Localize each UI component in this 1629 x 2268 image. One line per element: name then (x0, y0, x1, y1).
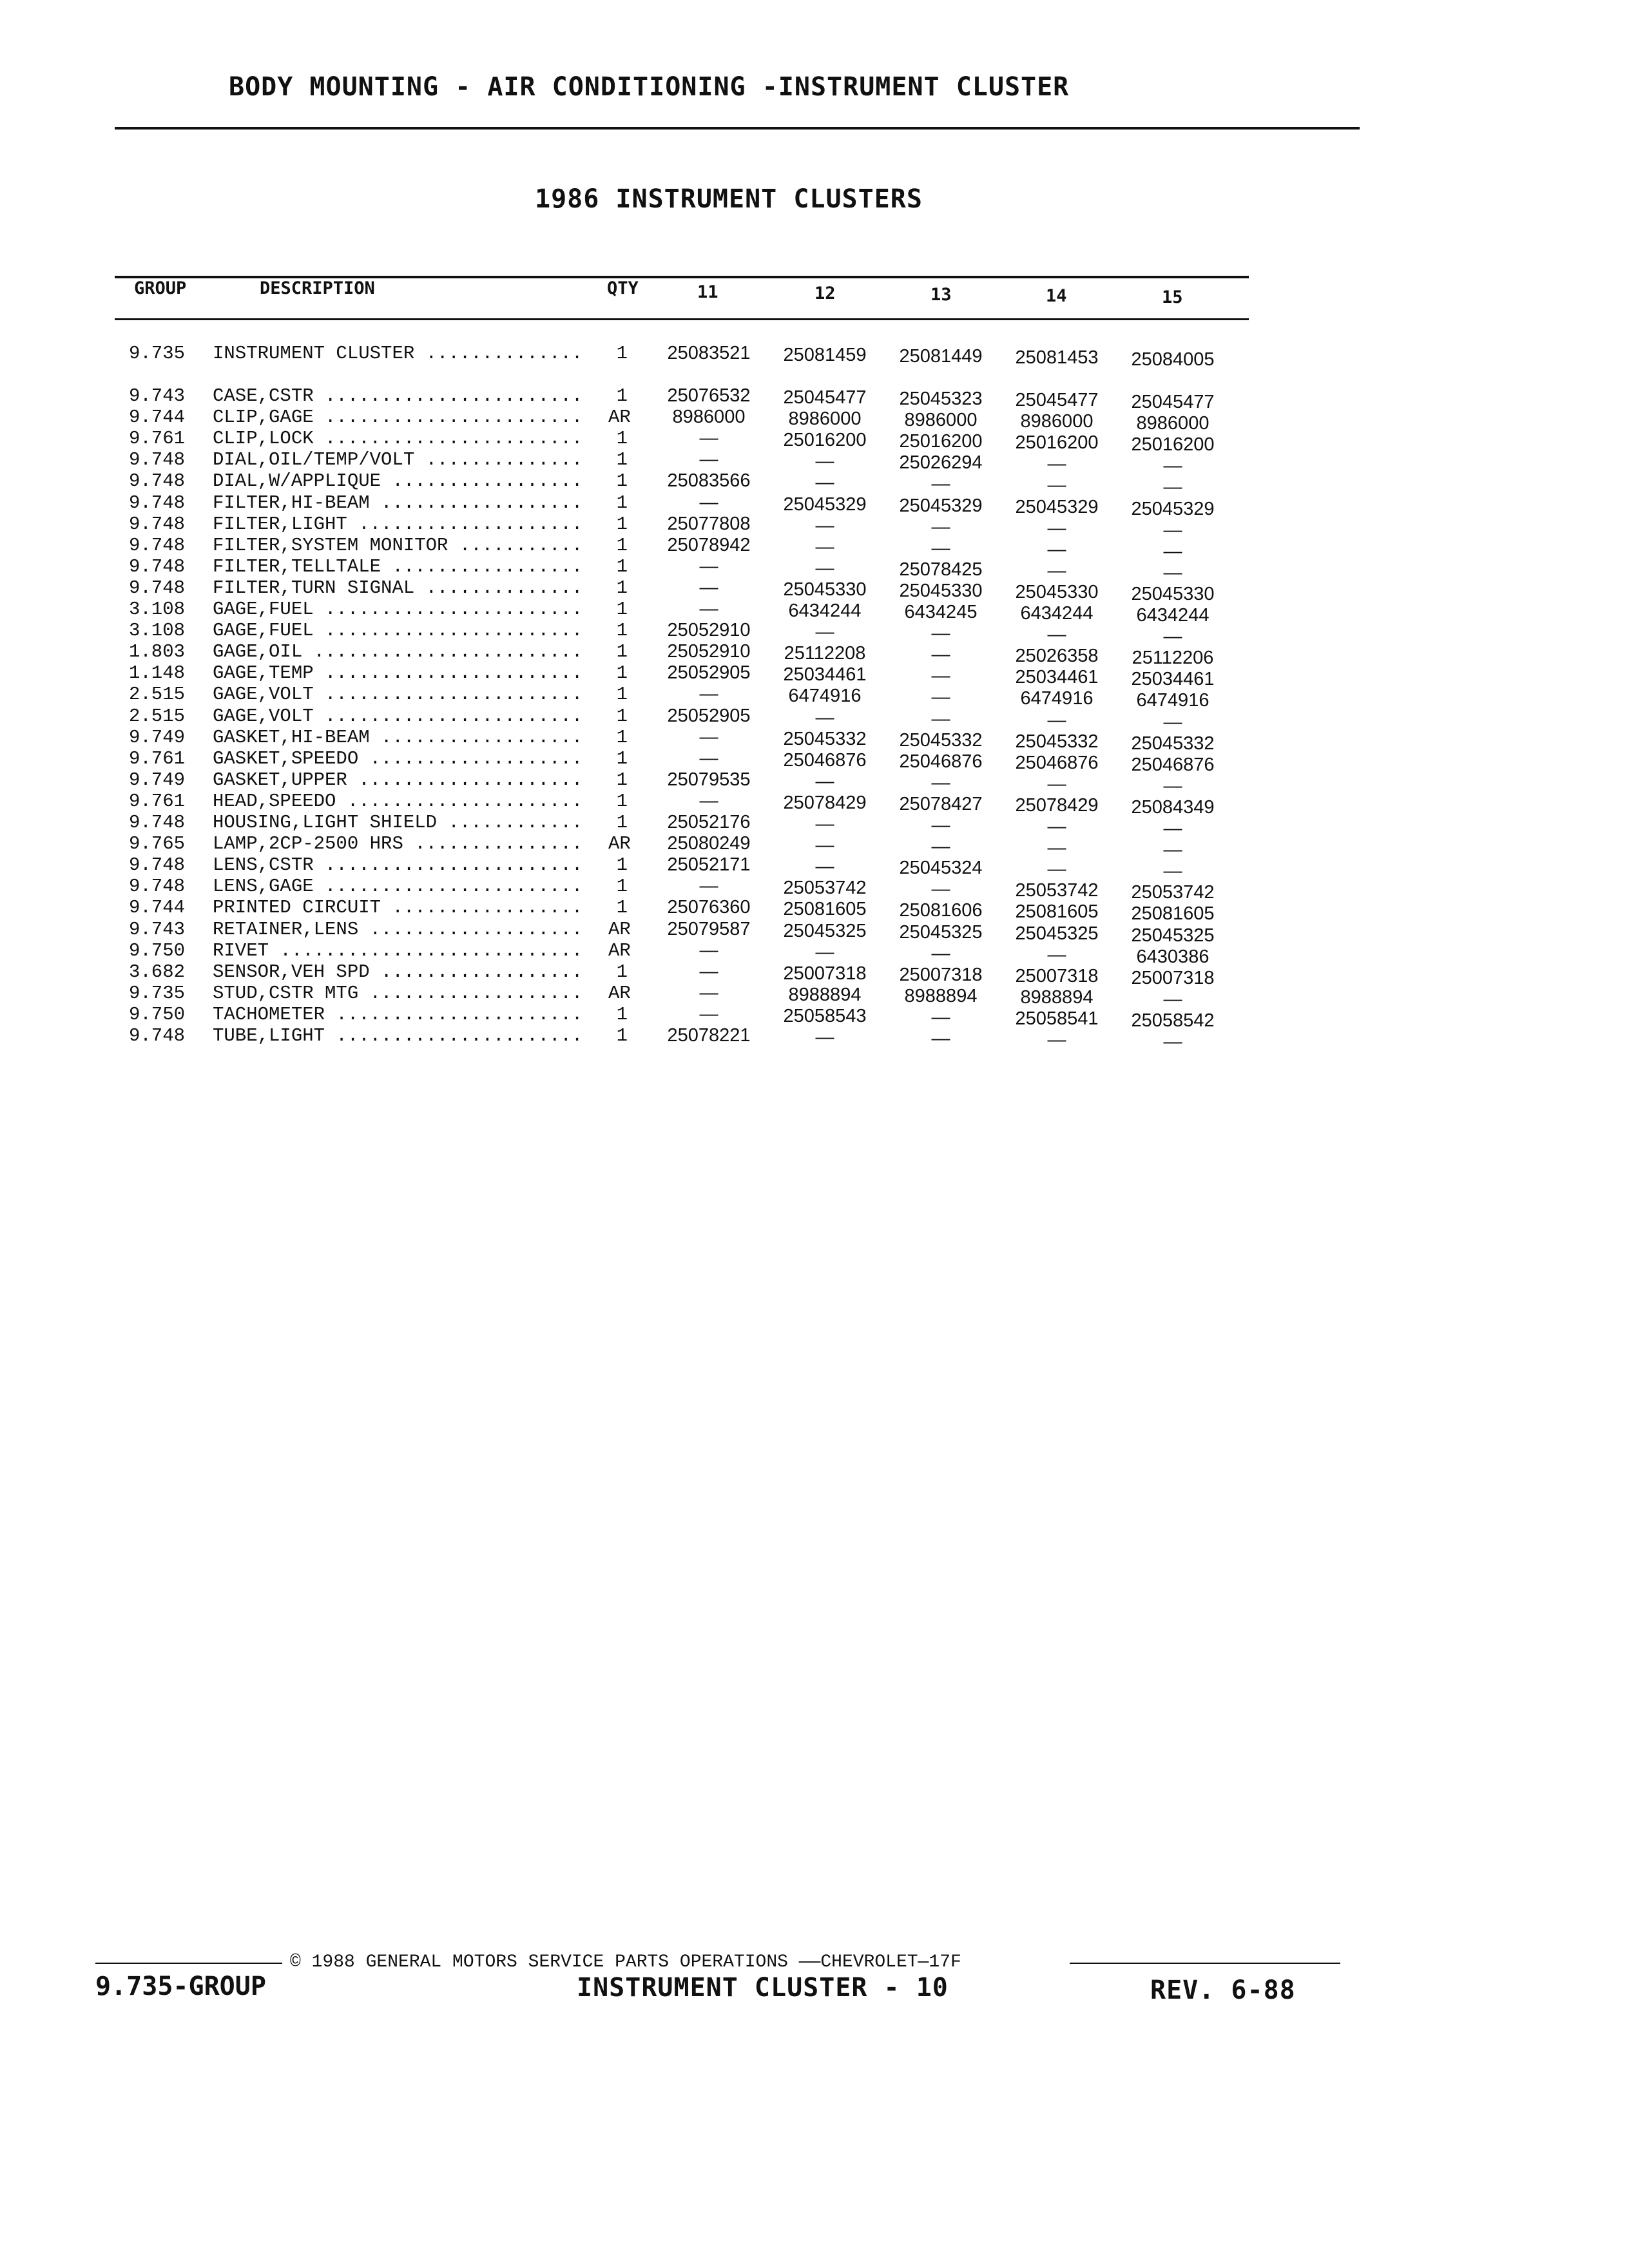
part-number-col-15: 25112206 (1132, 648, 1214, 669)
row-description: GASKET,HI-BEAM .................. (213, 726, 583, 748)
part-number-col-14: 25046876 (1015, 752, 1099, 773)
part-number-col-13: — (931, 943, 950, 964)
part-number-col-11: — (699, 449, 718, 470)
row-group: 9.743 (129, 385, 186, 407)
part-number-col-12: 25007318 (783, 963, 867, 984)
row-description: GAGE,OIL ........................ (213, 641, 583, 663)
part-number-col-15: — (1163, 711, 1182, 733)
part-number-col-12: — (815, 814, 834, 834)
part-number-col-12: 25016200 (783, 430, 867, 451)
part-number-col-15: 25045332 (1131, 733, 1215, 754)
part-number-col-14: 25058541 (1015, 1008, 1099, 1029)
part-number-col-15: — (1163, 477, 1182, 498)
row-qty: AR (608, 918, 631, 940)
part-number-col-13: — (931, 772, 950, 793)
part-number-col-14: — (1047, 517, 1066, 539)
part-number-col-11: — (699, 939, 718, 961)
part-number-col-11: 25083521 (667, 343, 751, 363)
part-number-col-12: 25046876 (783, 749, 867, 771)
row-group: 3.108 (129, 620, 186, 642)
part-number-col-14: 25007318 (1015, 965, 1099, 986)
part-number-col-12: 8988894 (788, 984, 862, 1005)
part-number-col-12: 25058543 (783, 1005, 867, 1026)
part-number-col-15: 25084005 (1131, 349, 1215, 370)
part-number-col-14: — (1047, 816, 1066, 837)
row-group: 9.743 (129, 918, 186, 940)
row-description: FILTER,TURN SIGNAL .............. (213, 577, 583, 599)
part-number-col-13: 25045330 (899, 580, 983, 601)
row-description: PRINTED CIRCUIT ................. (213, 897, 583, 919)
part-number-col-15: — (1163, 519, 1182, 541)
part-number-col-12: — (815, 557, 834, 579)
row-qty: 1 (616, 705, 628, 727)
row-group: 3.108 (129, 599, 186, 620)
part-number-col-14: 8988894 (1020, 986, 1094, 1008)
part-number-col-13: 25026294 (899, 452, 983, 474)
row-qty: 1 (616, 726, 628, 748)
row-group: 9.735 (129, 982, 186, 1004)
part-number-col-14: — (1047, 560, 1066, 581)
part-number-col-12: — (815, 536, 834, 557)
part-number-col-13: — (931, 666, 950, 687)
row-description: RETAINER,LENS ................... (213, 918, 583, 940)
part-number-col-13: — (931, 687, 950, 708)
part-number-col-15: 25058542 (1131, 1010, 1215, 1031)
part-number-col-13: 25081606 (899, 900, 983, 921)
part-number-col-13: 25078427 (899, 793, 983, 814)
footer-rule-right (1070, 1963, 1340, 1964)
part-number-col-15: 8986000 (1136, 413, 1210, 434)
part-number-col-11: 25052171 (667, 854, 751, 876)
part-number-col-14: — (1047, 773, 1066, 794)
footer-revision: REV. 6-88 (1150, 1975, 1296, 2005)
row-qty: 1 (616, 897, 628, 919)
part-number-col-15: — (1163, 626, 1182, 648)
part-number-col-12: 25081605 (783, 899, 867, 920)
part-number-col-12: — (815, 771, 834, 792)
row-group: 9.748 (129, 555, 186, 577)
part-number-col-15: — (1163, 840, 1182, 861)
part-number-col-12: 6474916 (788, 686, 862, 707)
row-group: 1.148 (129, 662, 186, 684)
part-number-col-12: — (815, 941, 834, 963)
row-group: 1.803 (129, 641, 186, 663)
part-number-col-15: 25016200 (1131, 434, 1215, 456)
column-header-15: 15 (1162, 287, 1183, 307)
part-number-col-12: — (815, 707, 834, 728)
part-number-col-14: 25045325 (1015, 923, 1099, 944)
part-number-col-12: — (815, 622, 834, 643)
row-group: 9.750 (129, 1003, 186, 1025)
row-description: INSTRUMENT CLUSTER .............. (213, 343, 583, 364)
part-number-col-13: — (931, 644, 950, 666)
part-number-col-15: 6474916 (1136, 690, 1210, 711)
part-number-col-15: 25045477 (1131, 392, 1215, 412)
row-group: 9.748 (129, 854, 186, 876)
row-group: 9.749 (129, 726, 186, 748)
row-qty: AR (608, 982, 631, 1004)
row-description: HOUSING,LIGHT SHIELD ............ (213, 812, 583, 833)
part-number-col-14: 25045332 (1015, 731, 1099, 752)
row-description: TUBE,LIGHT ...................... (213, 1025, 583, 1046)
row-qty: 1 (616, 641, 628, 663)
row-description: STUD,CSTR MTG ................... (213, 982, 583, 1004)
part-number-col-11: 25078221 (667, 1025, 751, 1046)
row-qty: AR (608, 939, 631, 961)
part-number-col-15: — (1163, 988, 1182, 1010)
footer-copyright: © 1988 GENERAL MOTORS SERVICE PARTS OPERATIONS ——CHEVROLET—17F (290, 1952, 961, 1972)
part-number-col-11: 25076532 (667, 385, 751, 406)
row-qty: 1 (616, 812, 628, 833)
part-number-col-11: 25083566 (667, 470, 751, 492)
row-description: RIVET ........................... (213, 939, 583, 961)
part-number-col-13: — (931, 1006, 950, 1028)
row-group: 9.748 (129, 492, 186, 514)
row-description: SENSOR,VEH SPD .................. (213, 961, 583, 983)
row-qty: 1 (616, 961, 628, 983)
part-number-col-12: 6434244 (788, 601, 862, 621)
row-group: 2.515 (129, 705, 186, 727)
part-number-col-13: — (931, 708, 950, 729)
part-number-col-14: — (1047, 475, 1066, 496)
part-number-col-15: — (1163, 456, 1182, 477)
part-number-col-14: — (1047, 454, 1066, 475)
part-number-col-15: 25045329 (1131, 498, 1215, 519)
column-header-qty: QTY (607, 278, 639, 298)
part-number-col-12: 25045332 (783, 728, 867, 749)
part-number-col-11: 25079587 (667, 918, 751, 939)
row-description: CLIP,GAGE ....................... (213, 407, 583, 428)
part-number-col-13: 25045332 (899, 729, 983, 751)
part-number-col-14: — (1047, 1030, 1066, 1050)
part-number-col-13: 25045323 (899, 389, 983, 409)
row-group: 9.761 (129, 428, 186, 450)
row-description: LENS,CSTR ....................... (213, 854, 583, 876)
row-qty: 1 (616, 470, 628, 492)
row-group: 9.748 (129, 534, 186, 556)
row-description: GAGE,VOLT ....................... (213, 705, 583, 727)
part-number-col-11: 25052910 (667, 620, 751, 641)
part-number-col-13: — (931, 1028, 950, 1049)
page-header-title: BODY MOUNTING - AIR CONDITIONING -INSTRUMENT CLUSTER (229, 72, 1070, 102)
part-number-col-14: 6434244 (1020, 603, 1094, 624)
part-number-col-11: — (699, 428, 718, 449)
part-number-col-11: 25052905 (667, 662, 751, 684)
row-description: FILTER,TELLTALE ................. (213, 555, 583, 577)
part-number-col-11: 8986000 (672, 407, 746, 428)
part-number-col-15: 25053742 (1131, 882, 1215, 903)
row-qty: AR (608, 407, 631, 428)
row-qty: 1 (616, 854, 628, 876)
part-number-col-13: 25078425 (899, 559, 983, 580)
part-number-col-13: — (931, 537, 950, 559)
row-group: 3.682 (129, 961, 186, 983)
part-number-col-15: 25081605 (1131, 903, 1215, 925)
part-number-col-12: 25034461 (783, 664, 867, 686)
part-number-col-15: — (1163, 861, 1182, 882)
part-number-col-11: — (699, 982, 718, 1003)
part-number-col-11: — (699, 555, 718, 577)
row-description: CASE,CSTR ....................... (213, 385, 583, 407)
part-number-col-11: — (699, 726, 718, 747)
footer-group-label: 9.735-GROUP (95, 1972, 266, 2001)
column-header-group: GROUP (134, 278, 187, 298)
part-number-col-11: 25077808 (667, 513, 751, 534)
part-number-col-15: 25084349 (1131, 796, 1215, 818)
row-qty: 1 (616, 555, 628, 577)
part-number-col-13: 25045325 (899, 921, 983, 943)
part-number-col-15: 25007318 (1131, 967, 1215, 988)
part-number-col-12: — (815, 472, 834, 494)
part-number-col-13: 8986000 (904, 410, 978, 431)
part-number-col-12: 25045329 (783, 494, 867, 515)
part-number-col-14: — (1047, 539, 1066, 560)
row-description: HEAD,SPEEDO ..................... (213, 790, 583, 812)
part-number-col-13: 25045329 (899, 495, 983, 516)
column-header-11: 11 (697, 282, 718, 302)
part-number-col-13: — (931, 516, 950, 537)
part-number-col-11: — (699, 492, 718, 513)
part-number-col-12: 8986000 (788, 408, 862, 430)
part-number-col-14: — (1047, 838, 1066, 859)
part-number-col-14: 25081453 (1015, 347, 1099, 368)
row-qty: AR (608, 833, 631, 855)
row-group: 9.750 (129, 939, 186, 961)
row-description: DIAL,OIL/TEMP/VOLT .............. (213, 449, 583, 471)
part-number-col-11: — (699, 747, 718, 769)
part-number-col-15: — (1163, 541, 1182, 562)
row-qty: 1 (616, 790, 628, 812)
part-number-col-11: — (699, 961, 718, 982)
row-qty: 1 (616, 599, 628, 620)
part-number-col-14: — (1047, 624, 1066, 646)
part-number-col-13: 25007318 (899, 964, 983, 985)
row-description: GAGE,FUEL ....................... (213, 620, 583, 642)
part-number-col-12: 25045477 (783, 387, 867, 408)
part-number-col-14: 25026358 (1015, 646, 1099, 667)
part-number-col-14: — (1047, 944, 1066, 965)
part-number-col-14: 25081605 (1015, 901, 1099, 923)
row-group: 9.748 (129, 1025, 186, 1046)
part-number-col-11: — (699, 684, 718, 705)
part-number-col-15: 25045330 (1131, 583, 1215, 604)
part-number-col-11: — (699, 790, 718, 811)
row-description: LAMP,2CP-2500 HRS ............... (213, 833, 583, 855)
part-number-col-11: 25078942 (667, 534, 751, 555)
part-number-col-13: 25046876 (899, 751, 983, 772)
row-qty: 1 (616, 876, 628, 898)
part-number-col-13: 6434245 (904, 602, 978, 622)
part-number-col-11: 25080249 (667, 833, 751, 854)
part-number-col-13: — (931, 836, 950, 858)
row-group: 9.744 (129, 897, 186, 919)
part-number-col-13: 25016200 (899, 431, 983, 452)
part-number-col-15: 6434244 (1136, 605, 1210, 626)
row-group: 9.748 (129, 812, 186, 833)
row-description: GAGE,VOLT ....................... (213, 684, 583, 706)
row-group: 9.765 (129, 833, 186, 855)
row-qty: 1 (616, 620, 628, 642)
part-number-col-14: 25078429 (1015, 794, 1099, 816)
column-header-12: 12 (815, 284, 836, 303)
part-number-col-12: 25078429 (783, 792, 867, 813)
part-number-col-13: — (931, 879, 950, 900)
part-number-col-11: — (699, 1003, 718, 1024)
part-number-col-12: — (815, 856, 834, 878)
row-description: DIAL,W/APPLIQUE ................. (213, 470, 583, 492)
row-description: CLIP,LOCK ....................... (213, 428, 583, 450)
row-group: 9.748 (129, 876, 186, 898)
row-group: 9.761 (129, 747, 186, 769)
part-number-col-15: — (1163, 775, 1182, 796)
row-group: 9.748 (129, 470, 186, 492)
row-qty: 1 (616, 769, 628, 791)
part-number-col-14: 8986000 (1020, 411, 1094, 432)
row-qty: 1 (616, 513, 628, 535)
column-header-13: 13 (930, 285, 952, 305)
part-number-col-11: 25052176 (667, 812, 751, 832)
part-number-col-14: — (1047, 859, 1066, 880)
row-qty: 1 (616, 747, 628, 769)
row-qty: 1 (616, 577, 628, 599)
part-number-col-13: — (931, 474, 950, 495)
part-number-col-15: — (1163, 1032, 1182, 1052)
row-description: GASKET,SPEEDO ................... (213, 747, 583, 769)
part-number-col-11: 25076360 (667, 897, 751, 918)
part-number-col-12: 25045325 (783, 920, 867, 941)
footer-rule-left (95, 1963, 282, 1964)
part-number-col-14: 25045329 (1015, 496, 1099, 517)
row-group: 2.515 (129, 684, 186, 706)
part-number-col-15: — (1163, 562, 1182, 583)
part-number-col-12: — (815, 515, 834, 536)
part-number-col-14: 25053742 (1015, 880, 1099, 901)
part-number-col-15: 25034461 (1131, 669, 1215, 690)
part-number-col-12: — (815, 451, 834, 472)
part-number-col-11: — (699, 577, 718, 598)
row-description: FILTER,LIGHT .................... (213, 513, 583, 535)
part-number-col-13: — (931, 815, 950, 836)
header-divider (115, 127, 1360, 130)
row-description: FILTER,HI-BEAM .................. (213, 492, 583, 514)
row-qty: 1 (616, 343, 628, 364)
part-number-col-14: 25034461 (1015, 667, 1099, 688)
row-description: GAGE,FUEL ....................... (213, 599, 583, 620)
row-group: 9.748 (129, 513, 186, 535)
row-qty: 1 (616, 1003, 628, 1025)
part-number-col-12: 25081459 (783, 345, 867, 365)
part-number-col-14: 25016200 (1015, 432, 1099, 454)
part-number-col-12: 25053742 (783, 878, 867, 899)
row-description: FILTER,SYSTEM MONITOR ........... (213, 534, 583, 556)
row-qty: 1 (616, 385, 628, 407)
part-number-col-11: 25052905 (667, 705, 751, 726)
part-number-col-11: 25052910 (667, 641, 751, 662)
row-group: 9.749 (129, 769, 186, 791)
part-number-col-15: 6430386 (1136, 946, 1210, 967)
part-number-col-14: 6474916 (1020, 688, 1094, 709)
footer-page-label: INSTRUMENT CLUSTER - 10 (577, 1973, 949, 2003)
row-group: 9.748 (129, 577, 186, 599)
row-description: GASKET,UPPER .................... (213, 769, 583, 791)
part-number-col-11: 25079535 (667, 769, 751, 790)
row-qty: 1 (616, 492, 628, 514)
section-title: 1986 INSTRUMENT CLUSTERS (535, 184, 923, 214)
column-header-description: DESCRIPTION (260, 278, 375, 298)
part-number-col-13: 8988894 (904, 985, 978, 1006)
row-group: 9.748 (129, 449, 186, 471)
column-header-14: 14 (1046, 286, 1067, 306)
part-number-col-13: 25081449 (899, 346, 983, 367)
row-group: 9.744 (129, 407, 186, 428)
part-number-col-12: 25045330 (783, 579, 867, 600)
row-description: TACHOMETER ...................... (213, 1003, 583, 1025)
part-number-col-14: 25045477 (1015, 390, 1099, 410)
table-header-rule (115, 318, 1249, 320)
part-number-col-15: 25045325 (1131, 925, 1215, 946)
row-qty: 1 (616, 428, 628, 450)
row-group: 9.735 (129, 343, 186, 364)
row-qty: 1 (616, 662, 628, 684)
part-number-col-13: 25045324 (899, 858, 983, 879)
row-group: 9.761 (129, 790, 186, 812)
part-number-col-14: 25045330 (1015, 581, 1099, 602)
part-number-col-15: — (1163, 818, 1182, 839)
row-description: LENS,GAGE ....................... (213, 876, 583, 898)
part-number-col-13: — (931, 623, 950, 644)
row-qty: 1 (616, 684, 628, 706)
row-qty: 1 (616, 449, 628, 471)
part-number-col-12: — (815, 835, 834, 856)
part-number-col-11: — (699, 876, 718, 897)
part-number-col-12: — (815, 1027, 834, 1048)
row-qty: 1 (616, 534, 628, 556)
part-number-col-11: — (699, 599, 718, 619)
row-description: GAGE,TEMP ....................... (213, 662, 583, 684)
row-qty: 1 (616, 1025, 628, 1046)
part-number-col-12: 25112208 (784, 643, 866, 664)
part-number-col-14: — (1047, 709, 1066, 731)
part-number-col-15: 25046876 (1131, 754, 1215, 775)
